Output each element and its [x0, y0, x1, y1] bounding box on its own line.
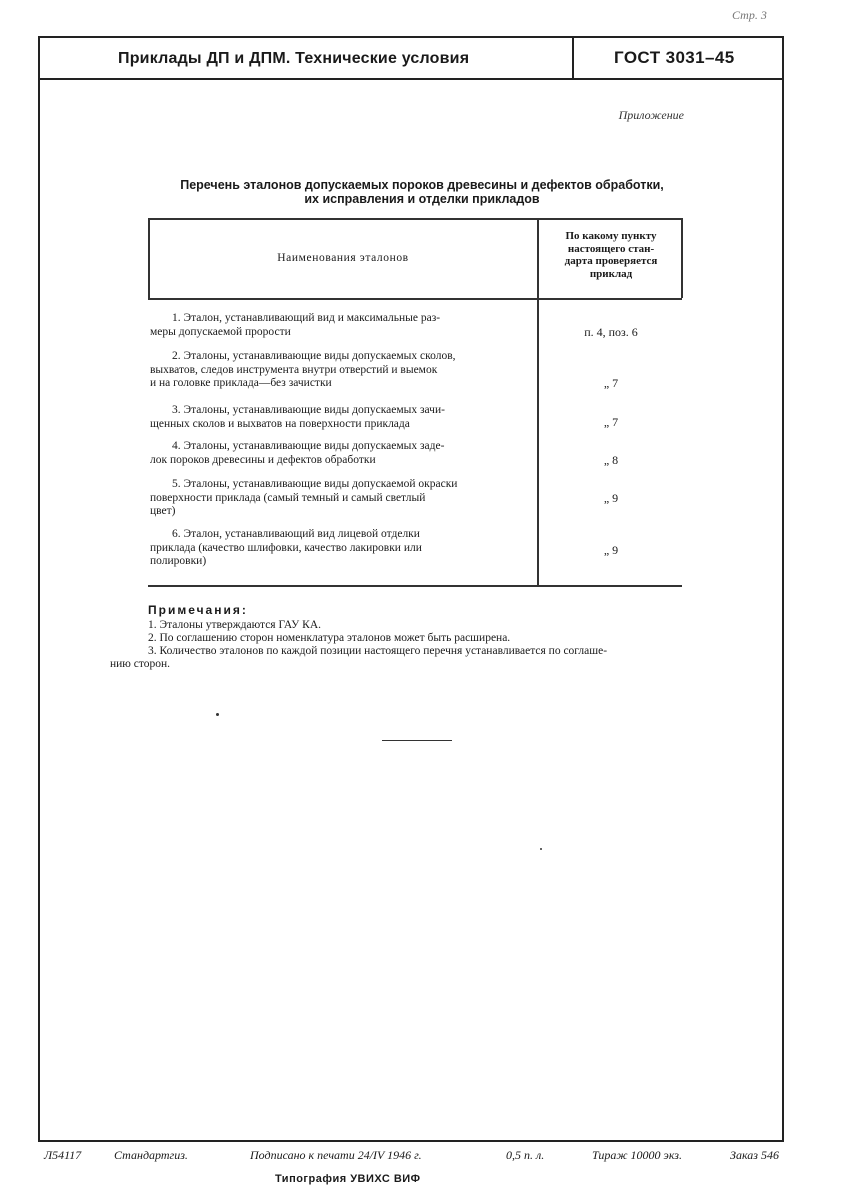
note-item: 2. По соглашению сторон номенклатура эталонов может быть расширена. [148, 632, 511, 644]
table-row-clause: „ 8 [603, 453, 619, 467]
column-header-clause [540, 230, 682, 280]
table-top-rule [148, 218, 682, 220]
table-row-clause: „ 7 [603, 415, 619, 429]
header-title: Приклады ДП и ДПМ. Технические условия [118, 50, 470, 67]
row-line: лок пороков древесины и дефектов обработки [150, 453, 376, 466]
row-line: 2. Эталоны, устанавливающие виды допускаемых сколов, [172, 350, 456, 362]
closing-rule [382, 740, 452, 741]
row-line: меры допускаемой прорости [150, 325, 291, 338]
imprint-order: Заказ 546 [730, 1148, 779, 1162]
table-row-name [150, 528, 532, 569]
imprint-number: Л54117 [44, 1148, 82, 1162]
table-row-clause: „ 7 [603, 376, 619, 390]
table-title-line-2: их исправления и отделки прикладов [304, 192, 540, 206]
column-header-clause-line: дарта проверяется [564, 255, 658, 267]
printer-name: Типография УВИХС ВИФ [275, 1173, 421, 1185]
row-line: 3. Эталоны, устанавливающие виды допускаемых зачи- [172, 404, 445, 416]
row-line: щенных сколов и выхватов на поверхности приклада [150, 417, 410, 430]
table-row-name [150, 478, 532, 519]
row-line: поверхности приклада (самый темный и самый светлый [150, 491, 426, 504]
print-speck [540, 848, 542, 850]
row-line: полировки) [150, 555, 207, 567]
print-speck [216, 713, 219, 716]
imprint-print-run: Тираж 10000 экз. [592, 1148, 682, 1162]
header-divider [572, 36, 574, 78]
page-number: Стр. 3 [732, 8, 767, 22]
table-title-line-1: Перечень эталонов допускаемых пороков древесины и дефектов обработки, [180, 178, 664, 192]
imprint-publisher: Стандартгиз. [114, 1148, 188, 1162]
column-header-clause-line: По какому пункту [565, 230, 657, 242]
standards-table [148, 218, 682, 586]
table-row-clause: п. 4, поз. 6 [584, 325, 638, 339]
table-header-rule [148, 298, 682, 300]
row-line: 5. Эталоны, устанавливающие виды допускаемой окраски [172, 478, 458, 490]
standard-code: ГОСТ 3031–45 [614, 48, 735, 67]
table-row-name [150, 440, 532, 467]
table-bottom-rule [148, 585, 682, 587]
row-line: 4. Эталоны, устанавливающие виды допускаемых заде- [172, 440, 445, 452]
table-row-name [150, 350, 532, 391]
row-line: приклада (качество шлифовки, качество лакировки или [150, 541, 422, 554]
table-column-rule [537, 218, 539, 586]
row-line: 6. Эталон, устанавливающий вид лицевой отделки [172, 528, 420, 540]
note-item: нию сторон. [110, 658, 171, 670]
table-title [100, 178, 744, 206]
note-item: 3. Количество эталонов по каждой позиции настоящего перечня устанавливается по соглаше- [148, 645, 608, 657]
table-row-name [150, 404, 532, 431]
imprint-signed: Подписано к печати 24/IV 1946 г. [250, 1148, 422, 1162]
page-header [38, 36, 784, 80]
imprint-line [0, 1148, 842, 1164]
row-line: цвет) [150, 505, 176, 517]
row-line: выхватов, следов инструмента внутри отверстий и выемок [150, 363, 438, 376]
imprint-sheets: 0,5 п. л. [506, 1148, 545, 1162]
notes-heading: Примечания: [148, 603, 248, 617]
table-row-name [150, 312, 532, 339]
table-row-clause: „ 9 [603, 543, 619, 557]
row-line: и на головке приклада—без зачистки [150, 377, 332, 389]
table-row-clause: „ 9 [603, 491, 619, 505]
note-item: 1. Эталоны утверждаются ГАУ КА. [148, 619, 322, 631]
column-header-name: Наименования эталонов [277, 252, 409, 264]
row-line: 1. Эталон, устанавливающий вид и максимальные раз- [172, 312, 441, 324]
footer-rule [38, 1140, 784, 1142]
column-header-clause-line: приклад [589, 267, 633, 280]
appendix-label: Приложение [618, 108, 684, 122]
column-header-clause-line: настоящего стан- [567, 242, 655, 255]
